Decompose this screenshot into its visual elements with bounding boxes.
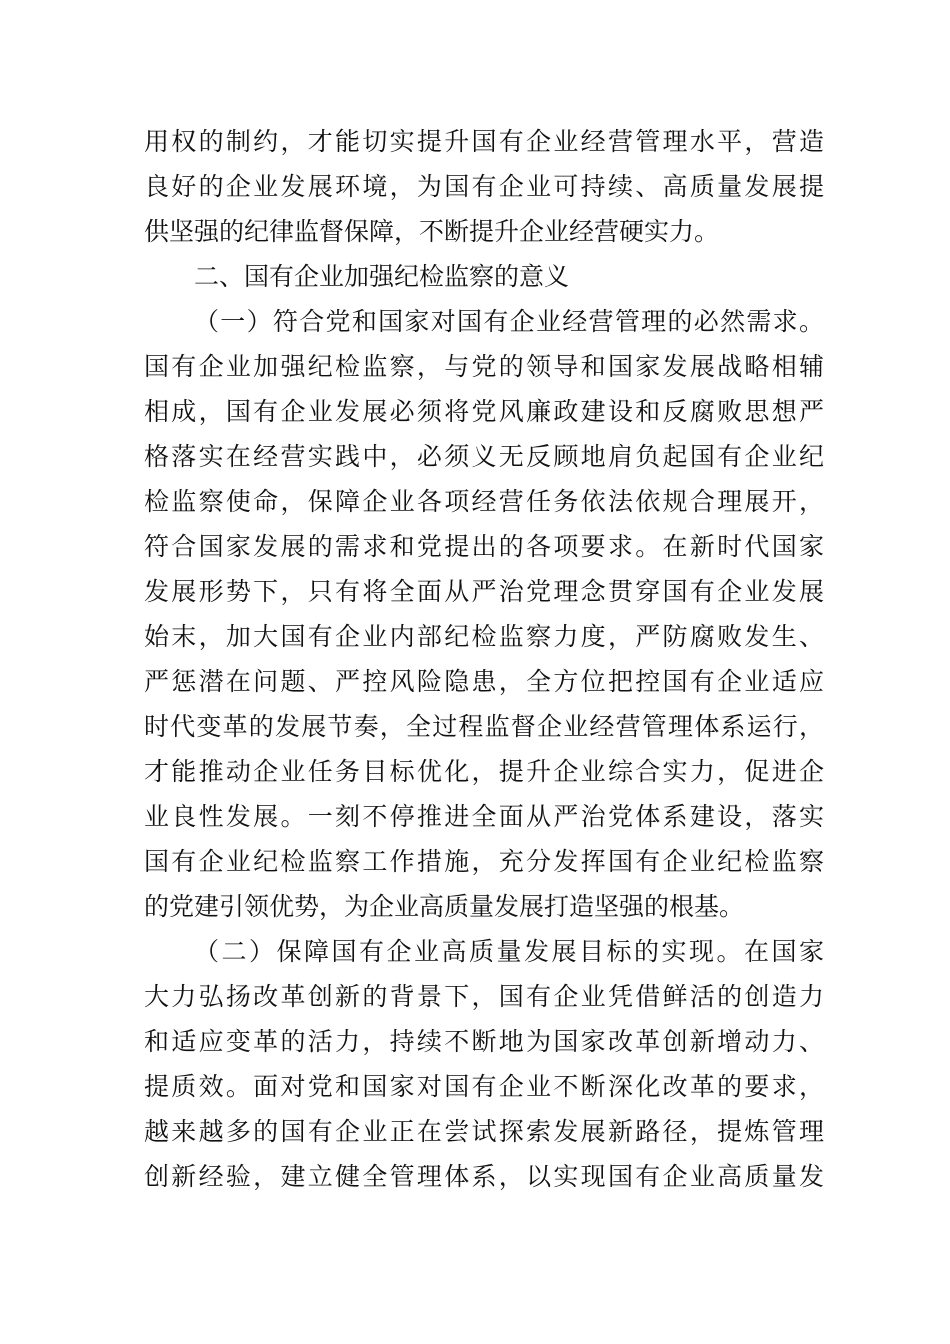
text-line: 相成，国有企业发展必须将党风廉政建设和反腐败思想严 (144, 397, 824, 426)
text-line: 供坚强的纪律监督保障，不断提升企业经营硬实力。 (144, 217, 720, 246)
text-line: 大力弘扬改革创新的背景下，国有企业凭借鲜活的创造力 (144, 982, 824, 1011)
text-line: 严惩潜在问题、严控风险隐患，全方位把控国有企业适应 (144, 667, 824, 696)
subsection-heading: （一）符合党和国家对国有企业经营管理的必然需求。 (194, 307, 824, 336)
text-line: 符合国家发展的需求和党提出的各项要求。在新时代国家 (144, 532, 824, 561)
text-line: 始末，加大国有企业内部纪检监察力度，严防腐败发生、 (144, 622, 824, 651)
text-line: 的党建引领优势，为企业高质量发展打造坚强的根基。 (144, 892, 745, 921)
text-line: 才能推动企业任务目标优化，提升企业综合实力，促进企 (144, 757, 824, 786)
subsection-heading: （二）保障国有企业高质量发展目标的实现。在国家 (194, 937, 824, 966)
text-line: 用权的制约，才能切实提升国有企业经营管理水平，营造 (144, 127, 824, 156)
text-line: 格落实在经营实践中，必须义无反顾地肩负起国有企业纪 (144, 442, 824, 471)
text-line: 检监察使命，保障企业各项经营任务依法依规合理展开， (144, 487, 824, 516)
text-line: 国有企业加强纪检监察，与党的领导和国家发展战略相辅 (144, 352, 824, 381)
text-line: 越来越多的国有企业正在尝试探索发展新路径，提炼管理 (144, 1117, 824, 1146)
text-line: 提质效。面对党和国家对国有企业不断深化改革的要求， (144, 1072, 824, 1101)
text-line: 良好的企业发展环境，为国有企业可持续、高质量发展提 (144, 172, 824, 201)
text-line: 国有企业纪检监察工作措施，充分发挥国有企业纪检监察 (144, 847, 824, 876)
text-line: 发展形势下，只有将全面从严治党理念贯穿国有企业发展 (144, 577, 824, 606)
body-text (144, 119, 824, 1199)
text-line: 和适应变革的活力，持续不断地为国家改革创新增动力、 (144, 1027, 824, 1056)
text-line: 创新经验，建立健全管理体系，以实现国有企业高质量发 (144, 1162, 824, 1191)
section-heading: 二、国有企业加强纪检监察的意义 (194, 262, 570, 291)
text-line: 业良性发展。一刻不停推进全面从严治党体系建设，落实 (144, 802, 824, 831)
text-line: 时代变革的发展节奏，全过程监督企业经营管理体系运行， (144, 712, 824, 741)
